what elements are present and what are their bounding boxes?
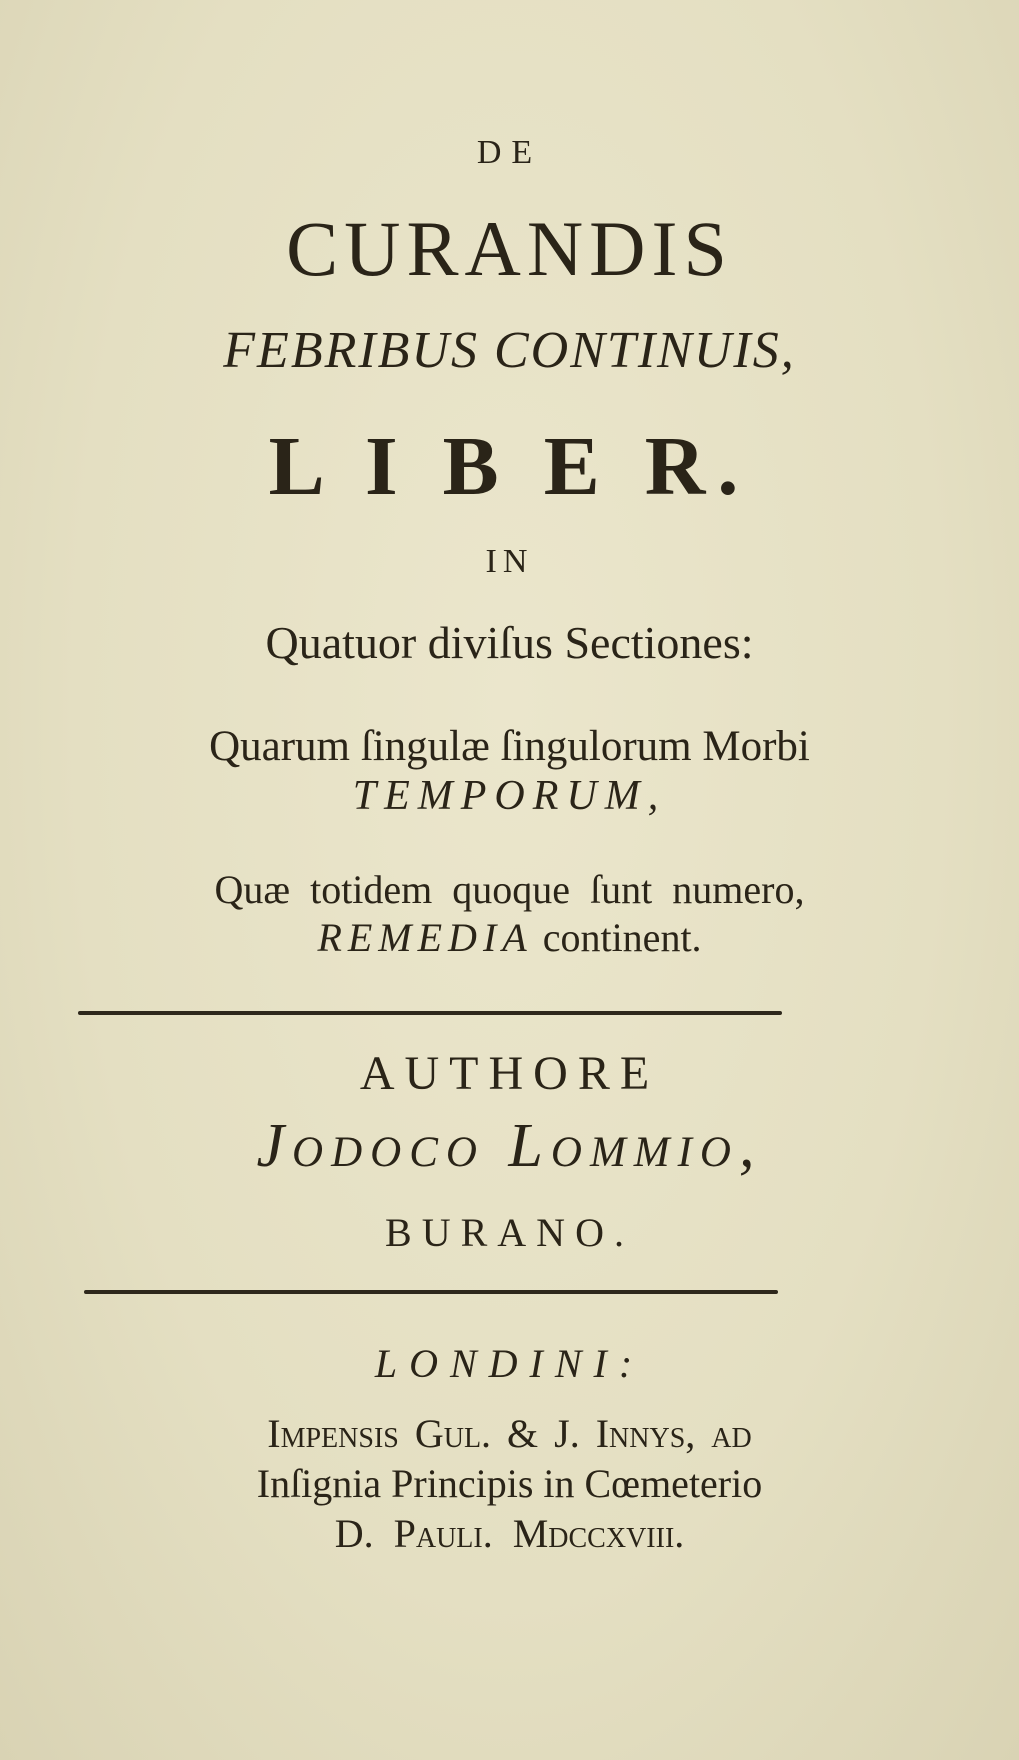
subtitle-continent: continent. <box>542 915 702 960</box>
subtitle-quae: Quæ totidem quoque ſunt numero, <box>214 867 805 912</box>
title-in: IN <box>485 543 534 580</box>
imprint-place: LONDINI: <box>374 1341 645 1386</box>
title-liber: L I B E R. <box>268 420 751 513</box>
imprint-address: Inſignia Principis in Cœmeterio <box>256 1461 763 1506</box>
subtitle-quarum: Quarum ſingulæ ſingulorum Morbi <box>209 723 810 770</box>
subtitle-remedia-line <box>0 915 1019 960</box>
divider-rule <box>78 1011 782 1015</box>
imprint-publisher: Impenſis Gul. & J. Innys, ad <box>267 1411 752 1456</box>
author-origin: BURANO. <box>385 1210 634 1255</box>
title-de: DE <box>476 134 543 171</box>
author-name: Jodoco Lommio, <box>256 1112 763 1180</box>
divider-rule <box>84 1290 778 1294</box>
subtitle-remedia: REMEDIA <box>317 915 533 960</box>
title-febribus-continuis: FEBRIBUS CONTINUIS, <box>223 322 796 379</box>
subtitle-quatuor-text: Quatuor diviſus Sectiones: <box>265 617 754 668</box>
subtitle-temporum: TEMPORUM, <box>352 773 667 819</box>
subtitle-quatuor <box>0 617 1019 668</box>
title-curandis: CURANDIS <box>286 205 733 292</box>
imprint-date: D. Pauli. Mdccxviii. <box>334 1511 685 1556</box>
authore-label: AUTHORE <box>359 1047 660 1100</box>
